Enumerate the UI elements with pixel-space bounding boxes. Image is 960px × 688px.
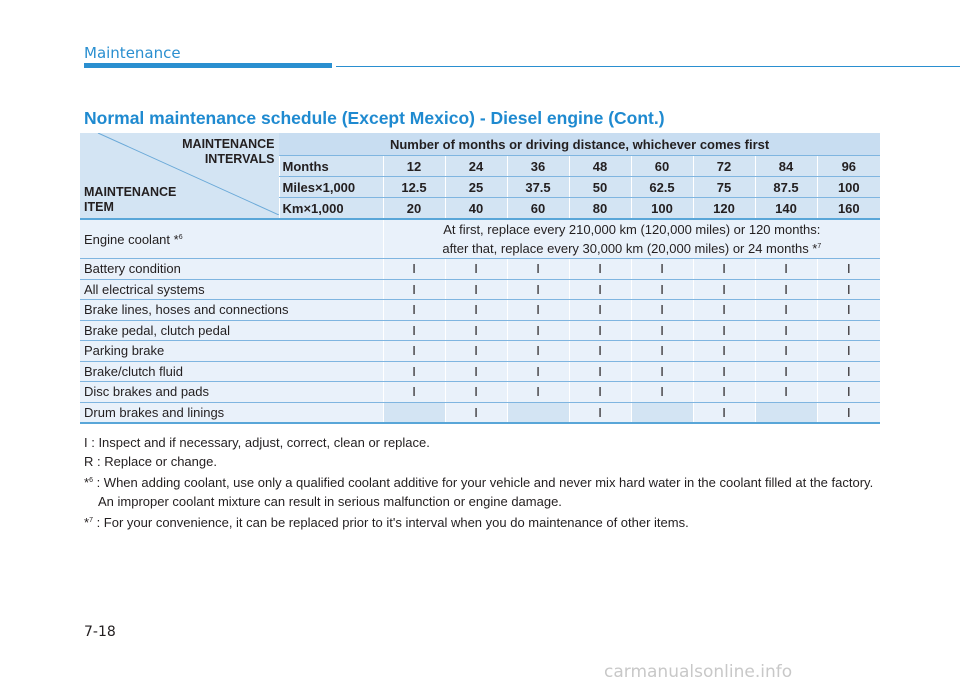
row-cell (631, 402, 693, 423)
row-cell: I (693, 402, 755, 423)
interval-value: 87.5 (755, 177, 817, 198)
interval-value: 12.5 (383, 177, 445, 198)
interval-label: Km×1,000 (279, 198, 383, 220)
interval-value: 72 (693, 156, 755, 177)
interval-value: 25 (445, 177, 507, 198)
row-cell: I (569, 259, 631, 280)
row-cell: I (445, 320, 507, 341)
interval-value: 12 (383, 156, 445, 177)
row-cell: I (507, 300, 569, 321)
interval-value: 62.5 (631, 177, 693, 198)
row-cell: I (755, 341, 817, 362)
interval-value: 37.5 (507, 177, 569, 198)
interval-value: 24 (445, 156, 507, 177)
header-rule-thick (84, 63, 332, 68)
row-cell: I (693, 382, 755, 403)
row-cell: I (693, 361, 755, 382)
row-cell: I (817, 361, 880, 382)
row-cell: I (445, 361, 507, 382)
interval-value: 60 (631, 156, 693, 177)
row-cell: I (755, 300, 817, 321)
row-cell: I (755, 361, 817, 382)
row-cell: I (631, 361, 693, 382)
row-cell: I (569, 320, 631, 341)
row-cell: I (693, 320, 755, 341)
row-cell: I (445, 279, 507, 300)
row-cell: I (383, 320, 445, 341)
interval-value: 140 (755, 198, 817, 220)
row-cell: I (507, 320, 569, 341)
row-cell: I (693, 259, 755, 280)
table-row (80, 259, 880, 280)
interval-value: 60 (507, 198, 569, 220)
row-cell: I (693, 341, 755, 362)
interval-value: 100 (817, 177, 880, 198)
row-cell: I (445, 300, 507, 321)
row-cell: I (755, 279, 817, 300)
interval-label: Months (279, 156, 383, 177)
interval-value: 120 (693, 198, 755, 220)
corner-item-label: MAINTENANCE ITEM (84, 185, 177, 214)
table-row (80, 402, 880, 423)
interval-value: 48 (569, 156, 631, 177)
row-cell: I (755, 320, 817, 341)
row-cell: I (631, 320, 693, 341)
row-cell: I (445, 402, 507, 423)
row-cell: I (569, 341, 631, 362)
row-cell: I (507, 341, 569, 362)
row-name: Brake lines, hoses and connections (80, 300, 383, 321)
row-cell: I (755, 382, 817, 403)
row-name: All electrical systems (80, 279, 383, 300)
page-title: Normal maintenance schedule (Except Mexico) - Diesel engine (Cont.) (84, 108, 665, 128)
row-cell: I (569, 361, 631, 382)
interval-value: 50 (569, 177, 631, 198)
footnote-7: *$^7$ : For your convenience, it can be replaced prior to it's interval when you do maintenance of other items. (84, 515, 689, 530)
row-cell: I (569, 402, 631, 423)
table-row (80, 382, 880, 403)
table-corner-cell (80, 133, 279, 219)
interval-value: 75 (693, 177, 755, 198)
row-name: Battery condition (80, 259, 383, 280)
row-cell (755, 402, 817, 423)
row-cell: I (631, 341, 693, 362)
maintenance-schedule-table (80, 133, 880, 424)
table-row (80, 361, 880, 382)
row-name: Drum brakes and linings (80, 402, 383, 423)
header-rule-thin (336, 66, 960, 67)
row-cell: I (507, 279, 569, 300)
row-cell: I (817, 341, 880, 362)
row-cell: I (817, 402, 880, 423)
footnote-6: *$^6$ : When adding coolant, use only a qualified coolant additive for your vehicle and never mix hard water in the coolant filled at the factory. An improper coolant mixture can result in serious malfunction or engine damage. (84, 475, 874, 509)
row-cell: I (569, 279, 631, 300)
row-cell: I (507, 361, 569, 382)
row-name: Parking brake (80, 341, 383, 362)
row-cell: I (817, 320, 880, 341)
row-name: Disc brakes and pads (80, 382, 383, 403)
coolant-note: At first, replace every 210,000 km (120,000 miles) or 120 months: after that, replace every 30,000 km (20,000 miles) or 24 months *$^7$ (383, 219, 880, 259)
row-cell: I (383, 279, 445, 300)
row-cell: I (507, 382, 569, 403)
row-cell: I (817, 382, 880, 403)
row-cell: I (569, 382, 631, 403)
interval-value: 96 (817, 156, 880, 177)
row-cell: I (383, 341, 445, 362)
row-cell: I (383, 382, 445, 403)
legend-inspect: I : Inspect and if necessary, adjust, correct, clean or replace. (84, 435, 430, 450)
row-cell: I (693, 300, 755, 321)
row-cell: I (445, 259, 507, 280)
row-cell: I (445, 382, 507, 403)
row-cell: I (445, 341, 507, 362)
interval-value: 100 (631, 198, 693, 220)
row-name: Engine coolant *$^6$ (80, 219, 383, 259)
page-number: 7-18 (84, 624, 116, 640)
row-name: Brake/clutch fluid (80, 361, 383, 382)
interval-value: 160 (817, 198, 880, 220)
row-cell: I (383, 259, 445, 280)
row-cell: I (631, 300, 693, 321)
row-cell: I (383, 361, 445, 382)
table-row (80, 341, 880, 362)
row-cell: I (817, 300, 880, 321)
row-cell: I (631, 382, 693, 403)
row-cell (383, 402, 445, 423)
row-cell: I (817, 279, 880, 300)
row-cell: I (693, 279, 755, 300)
interval-value: 36 (507, 156, 569, 177)
interval-value: 40 (445, 198, 507, 220)
table-row (80, 300, 880, 321)
legend-replace: R : Replace or change. (84, 454, 217, 469)
corner-intervals-label: MAINTENANCE INTERVALS (182, 137, 275, 166)
table-row (80, 320, 880, 341)
interval-value: 80 (569, 198, 631, 220)
interval-label: Miles×1,000 (279, 177, 383, 198)
row-name: Brake pedal, clutch pedal (80, 320, 383, 341)
row-cell: I (507, 259, 569, 280)
table-row (80, 219, 880, 259)
interval-value: 84 (755, 156, 817, 177)
interval-value: 20 (383, 198, 445, 220)
legend (84, 433, 874, 532)
section-label: Maintenance (84, 44, 181, 62)
interval-header: Number of months or driving distance, whichever comes first (279, 133, 880, 156)
row-cell: I (755, 259, 817, 280)
row-cell: I (817, 259, 880, 280)
watermark: carmanualsonline.info (604, 662, 793, 682)
row-cell: I (631, 259, 693, 280)
row-cell: I (569, 300, 631, 321)
row-cell: I (631, 279, 693, 300)
row-cell (507, 402, 569, 423)
row-cell: I (383, 300, 445, 321)
table-row (80, 279, 880, 300)
